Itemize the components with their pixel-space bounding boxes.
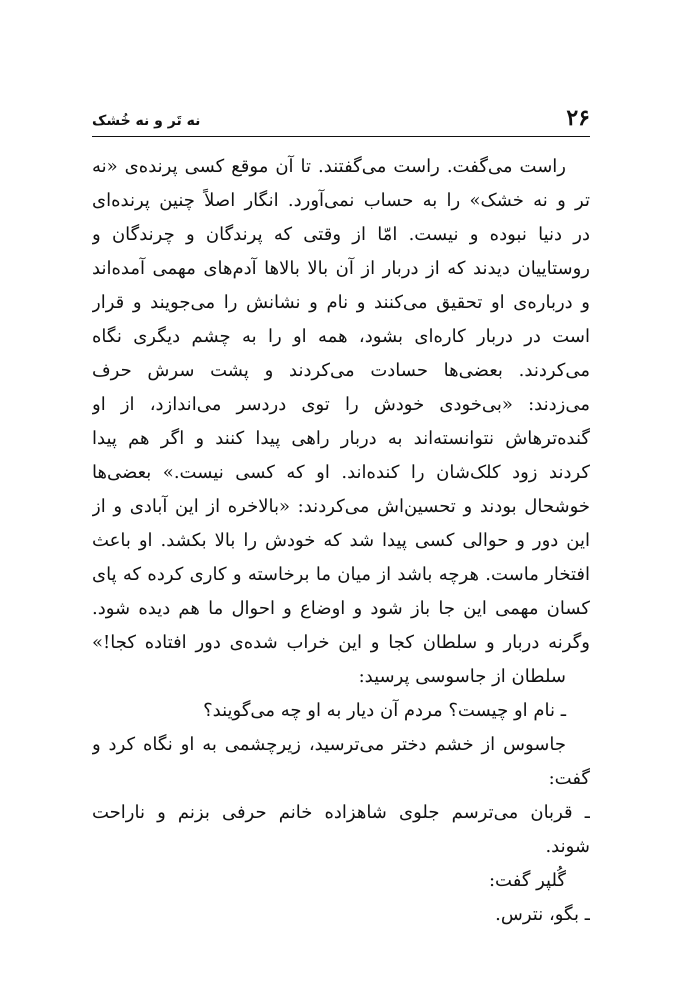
text-line: تر و نه خشک» را به حساب نمی‌آورد. انگار اصلاً چنین پرنده‌ای	[92, 190, 590, 211]
page-number: ۲۶	[566, 105, 590, 131]
text-line: خوشحال بودند و تحسین‌اش می‌کردند: «بالاخره از این آبادی و از	[92, 496, 590, 517]
text-line: روستاییان دیدند که از دربار از آن بالا بالاها آدم‌های مهمی آمده‌اند	[92, 258, 590, 279]
text-line: در دنیا نبوده و نیست. امّا از وقتی که پرندگان و چرندگان و	[92, 224, 590, 245]
header-rule	[92, 136, 590, 137]
page-header	[92, 96, 590, 130]
text-line: کردند زود کلک‌شان را کنده‌اند. او که کسی نیست.» بعضی‌ها	[92, 462, 590, 483]
text-line: و درباره‌ی او تحقیق می‌کنند و نام و نشانش را می‌جویند و قرار	[92, 292, 590, 313]
text-line: می‌زدند: «بی‌خودی خودش را توی دردسر می‌اندازد، از او	[92, 394, 590, 415]
text-line: ـ نام او چیست؟ مردم آن دیار به او چه می‌گویند؟	[203, 700, 566, 721]
text-line: شوند.	[545, 836, 590, 857]
body-text	[92, 150, 590, 932]
text-line: جاسوس از خشم دختر می‌ترسید، زیرچشمی به او نگاه کرد و	[92, 734, 566, 755]
running-title: نه تَر و نه خُشک	[92, 113, 201, 129]
text-line: افتخار ماست. هرچه باشد از میان ما برخاسته و کاری کرده که پای	[92, 564, 590, 585]
text-line: وگرنه دربار و سلطان کجا و این خراب شده‌ی دور افتاده کجا!»	[92, 632, 590, 653]
text-line: این دور و حوالی کسی پیدا شد که خودش را بالا بکشد. او باعث	[92, 530, 590, 551]
text-line: گُلپر گفت:	[488, 870, 566, 891]
text-line: سلطان از جاسوسی پرسید:	[358, 666, 566, 687]
text-line: کسان مهمی این جا باز شود و اوضاع و احوال ما هم دیده شود.	[92, 598, 590, 619]
text-line: است در دربار کاره‌ای بشود، همه او را به چشم دیگری نگاه	[92, 326, 590, 347]
text-line: گفت:	[548, 768, 590, 789]
text-line: گنده‌ترهاش نتوانسته‌اند به دربار راهی پیدا کنند و اگر هم پیدا	[92, 428, 590, 449]
text-line: راست می‌گفت. راست می‌گفتند. تا آن موقع کسی پرنده‌ی «نه	[92, 156, 566, 177]
text-line: ـ بگو، نترس.	[495, 904, 590, 925]
text-line: ـ قربان می‌ترسم جلوی شاهزاده خانم حرفی بزنم و ناراحت	[92, 802, 590, 823]
text-line: می‌کردند. بعضی‌ها حسادت می‌کردند و پشت سرش حرف	[92, 360, 590, 381]
